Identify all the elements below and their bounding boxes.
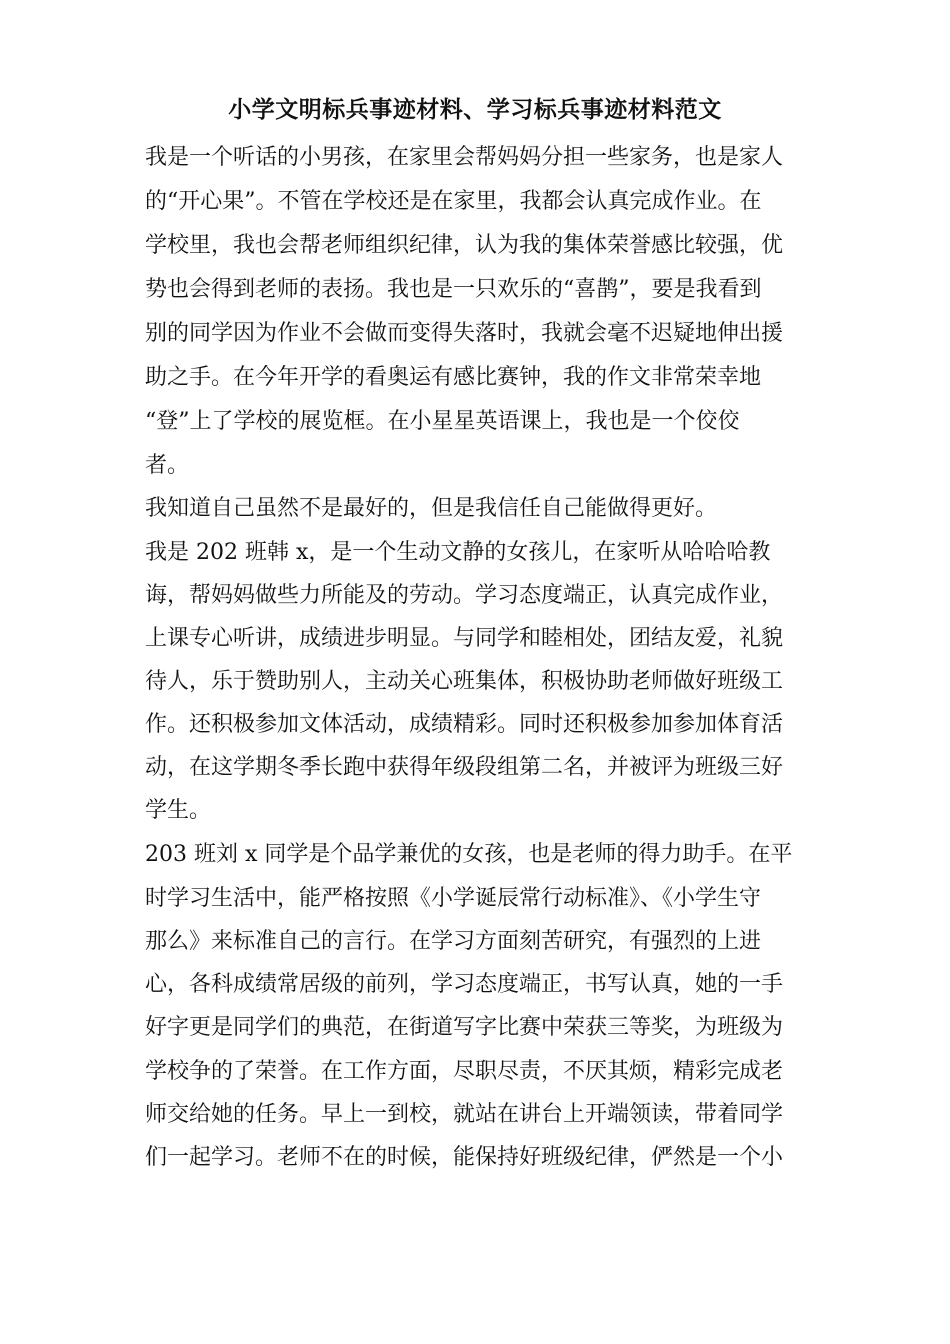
- text-line: 时学习生活中，能严格按照《小学诞辰常行动标准》、《小学生守: [145, 886, 762, 911]
- text-line: 助之手。在今年开学的看奥运有感比赛钟，我的作文非常荣幸地: [145, 365, 762, 390]
- text-line: 我知道自己虽然不是最好的，但是我信任自己能做得更好。: [145, 496, 718, 521]
- text-line: 师交给她的任务。早上一到校，就站在讲台上开端领读，带着同学: [145, 1102, 784, 1127]
- text-line: 动，在这学期冬季长跑中获得年级段组第二名，并被评为班级三好: [145, 755, 784, 780]
- text-line: 别的同学因为作业不会做而变得失落时，我就会毫不迟疑地伸出援: [145, 321, 784, 346]
- text-line: 势也会得到老师的表扬。我也是一只欢乐的“喜鹊”，要是我看到: [145, 277, 762, 302]
- text-line: “登”上了学校的展览框。在小星星英语课上，我也是一个佼佼: [145, 409, 740, 434]
- text-line: 学校争的了荣誉。在工作方面，尽职尽责，不厌其烦，精彩完成老: [145, 1059, 784, 1084]
- document-title: 小学文明标兵事迹材料、学习标兵事迹材料范文: [228, 96, 722, 123]
- text-line: 203 班刘 x 同学是个品学兼优的女孩，也是老师的得力助手。在平: [145, 842, 793, 867]
- text-line: 学校里，我也会帮老师组织纪律，认为我的集体荣誉感比较强，优: [145, 233, 784, 258]
- text-line: 学生。: [145, 798, 212, 823]
- text-line: 我是 202 班韩 x，是一个生动文静的女孩儿，在家听从哈哈哈教: [145, 540, 771, 565]
- text-line: 的“开心果”。不管在学校还是在家里，我都会认真完成作业。在: [145, 189, 762, 214]
- text-line: 们一起学习。老师不在的时候，能保持好班级纪律，俨然是一个小: [145, 1145, 784, 1170]
- text-line: 那么》来标准自己的言行。在学习方面刻苦研究，有强烈的上进: [145, 929, 762, 954]
- text-line: 好字更是同学们的典范，在街道写字比赛中荣获三等奖，为班级为: [145, 1015, 784, 1040]
- text-line: 待人，乐于赞助别人，主动关心班集体，积极协助老师做好班级工: [145, 669, 784, 694]
- text-line: 诲，帮妈妈做些力所能及的劳动。学习态度端正，认真完成作业，: [145, 583, 784, 608]
- text-line: 上课专心听讲，成绩进步明显。与同学和睦相处，团结友爱，礼貌: [145, 626, 784, 651]
- text-line: 者。: [145, 453, 190, 478]
- text-line: 心，各科成绩常居级的前列，学习态度端正，书写认真，她的一手: [145, 972, 784, 997]
- text-line: 我是一个听话的小男孩，在家里会帮妈妈分担一些家务，也是家人: [145, 145, 784, 170]
- text-line: 作。还积极参加文体活动，成绩精彩。同时还积极参加参加体育活: [145, 712, 784, 737]
